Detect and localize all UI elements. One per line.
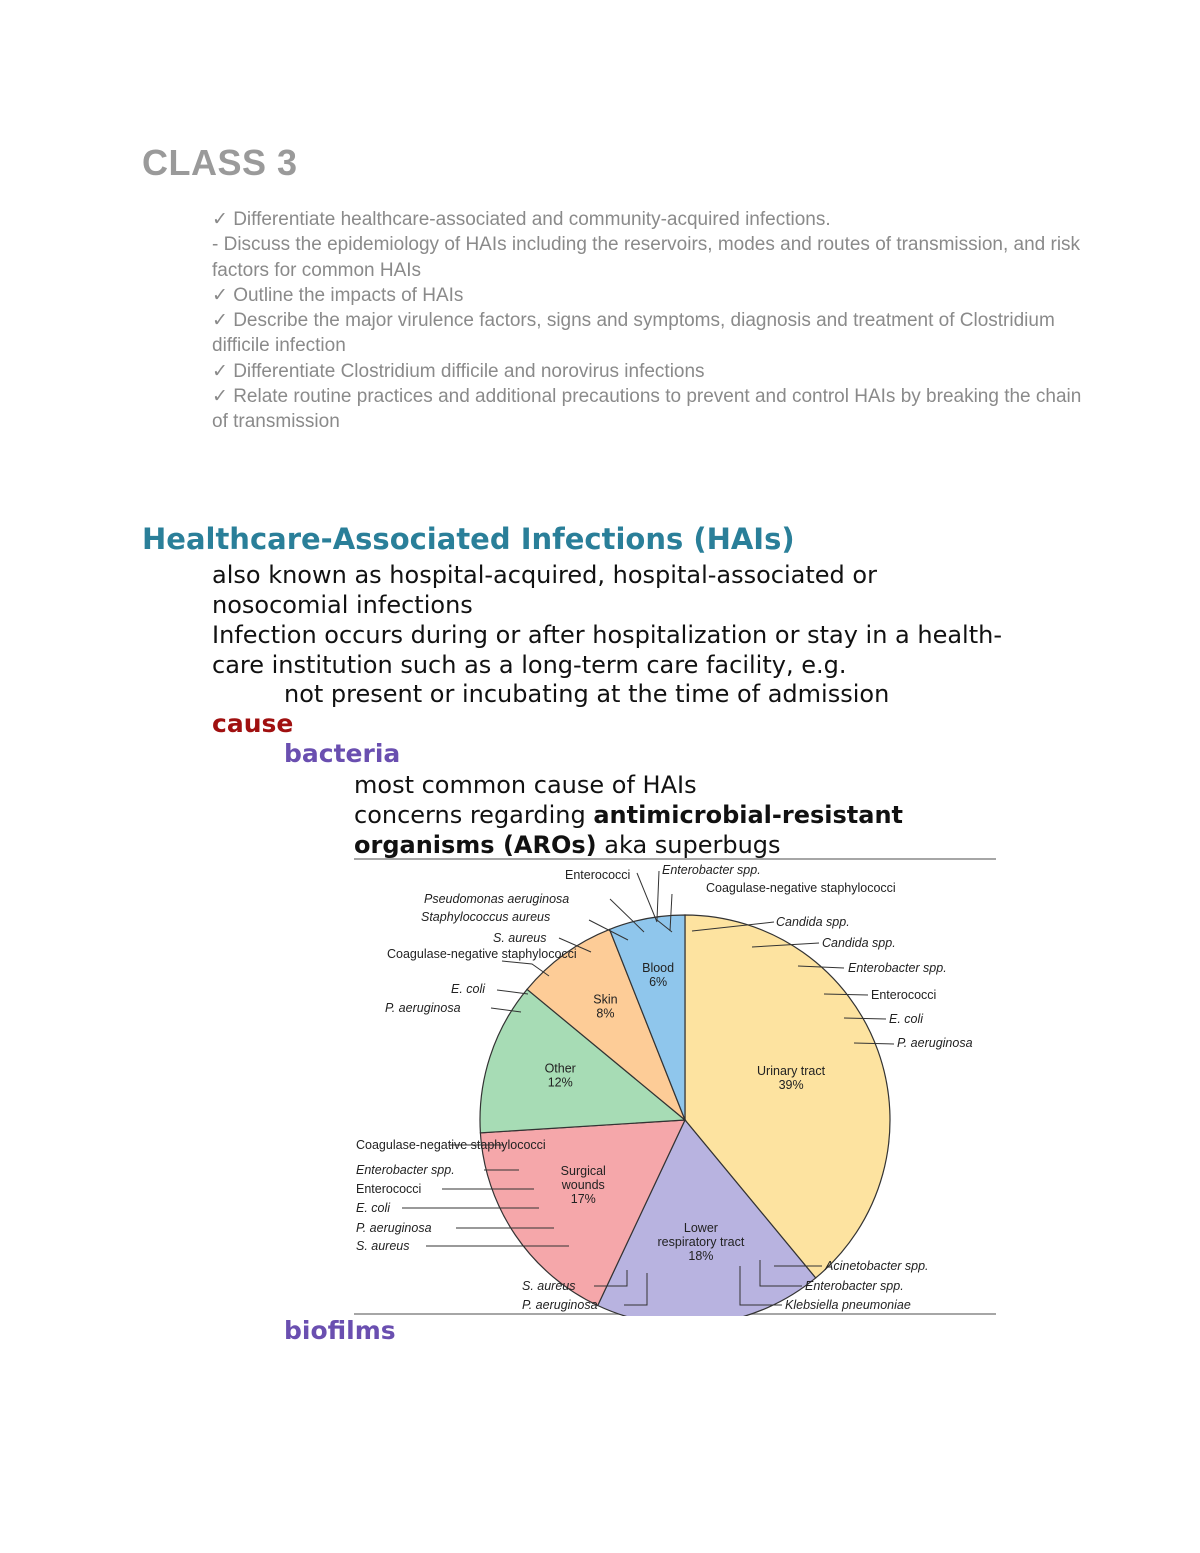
slice-name: Lower	[683, 1221, 718, 1236]
cause-label: cause	[212, 709, 294, 738]
organism-label: Enterobacter spp.	[662, 863, 761, 877]
organism-label: Enterococci	[565, 868, 631, 882]
organism-label: Acinetobacter spp.	[825, 1259, 929, 1273]
slice-name: Surgical	[560, 1164, 606, 1179]
objective-item: ✓ Differentiate Clostridium difficile and norovirus infections	[212, 360, 705, 382]
aka-line: nosocomial infections	[212, 591, 473, 619]
organism-label: P. aeruginosa	[897, 1036, 973, 1050]
organism-label: Enterobacter spp.	[848, 961, 947, 975]
organism-label: Klebsiella pneumoniae	[785, 1298, 911, 1312]
aka-line: also known as hospital-acquired, hospital-associated or	[212, 561, 877, 589]
slice-percent: 6%	[649, 975, 668, 990]
bacteria-line-text: aka superbugs	[596, 831, 781, 859]
aro-term: organisms (AROs)	[354, 831, 597, 859]
slice-percent: 17%	[570, 1192, 596, 1207]
slice-name: Urinary tract	[757, 1063, 826, 1078]
organism-label: E. coli	[889, 1012, 924, 1026]
organism-label: E. coli	[451, 982, 486, 996]
organism-label: P. aeruginosa	[522, 1298, 598, 1312]
slice-name: Other	[544, 1061, 576, 1076]
pie-slices	[480, 915, 890, 1316]
bacteria-line-text: concerns regarding	[354, 801, 594, 829]
objective-item: ✓ Differentiate healthcare-associated and community-acquired infections.	[212, 209, 831, 230]
organism-label: E. coli	[356, 1201, 391, 1215]
objective-item: ✓ Outline the impacts of HAIs	[212, 284, 464, 306]
objective-item: ✓ Describe the major virulence factors, signs and symptoms, diagnosis and treatment of Clostridium difficile infection	[212, 310, 1055, 357]
section-heading: Healthcare-Associated Infections (HAIs)	[142, 522, 795, 556]
slice-name: wounds	[561, 1178, 605, 1193]
organism-label: Staphylococcus aureus	[421, 910, 551, 924]
organism-label: P. aeruginosa	[385, 1001, 461, 1015]
bacteria-line: most common cause of HAIs	[354, 771, 697, 799]
organism-label: S. aureus	[522, 1279, 576, 1293]
hai-pie-chart	[354, 858, 996, 1316]
organism-label: Coagulase-negative staphylococci	[356, 1138, 546, 1152]
aro-term: antimicrobial-resistant	[593, 801, 904, 829]
slice-label	[593, 993, 617, 1021]
pie-chart-svg	[354, 858, 996, 1316]
definition-line: not present or incubating at the time of admission	[284, 680, 890, 708]
organism-label: Enterobacter spp.	[805, 1279, 904, 1293]
organism-label: S. aureus	[493, 931, 547, 945]
objective-item: - Discuss the epidemiology of HAIs including the reservoirs, modes and routes of transmission, and risk factors for common HAIs	[212, 234, 1081, 281]
organism-label: Coagulase-negative staphylococci	[387, 947, 577, 961]
slice-name: Blood	[642, 961, 675, 976]
slice-name: Skin	[593, 992, 618, 1007]
slice-percent: 18%	[688, 1249, 714, 1264]
organism-label: Candida spp.	[776, 915, 850, 929]
organism-label: Pseudomonas aeruginosa	[424, 892, 570, 906]
objective-item: ✓ Relate routine practices and additional precautions to prevent and control HAIs by breaking the chain of transmission	[212, 386, 1082, 433]
bacteria-line	[354, 830, 781, 860]
organism-label: Coagulase-negative staphylococci	[706, 881, 896, 895]
slice-percent: 12%	[547, 1075, 573, 1090]
bacteria-line	[354, 800, 903, 830]
definition-line: Infection occurs during or after hospitalization or stay in a health-	[212, 621, 1002, 649]
slice-percent: 8%	[596, 1006, 615, 1021]
slice-percent: 39%	[778, 1077, 804, 1092]
biofilms-label: biofilms	[284, 1316, 396, 1345]
slice-label	[545, 1061, 576, 1089]
organism-label: P. aeruginosa	[356, 1221, 432, 1235]
organism-label: S. aureus	[356, 1239, 410, 1253]
organism-label: Enterobacter spp.	[356, 1163, 455, 1177]
bacteria-label: bacteria	[284, 739, 401, 768]
organism-label: Enterococci	[356, 1182, 422, 1196]
page-title: CLASS 3	[142, 142, 298, 183]
objectives-list	[212, 207, 1082, 435]
organism-label: Enterococci	[871, 988, 937, 1002]
definition-line: care institution such as a long-term care facility, e.g.	[212, 651, 847, 679]
slice-name: respiratory tract	[657, 1235, 745, 1250]
organism-label: Candida spp.	[822, 936, 896, 950]
